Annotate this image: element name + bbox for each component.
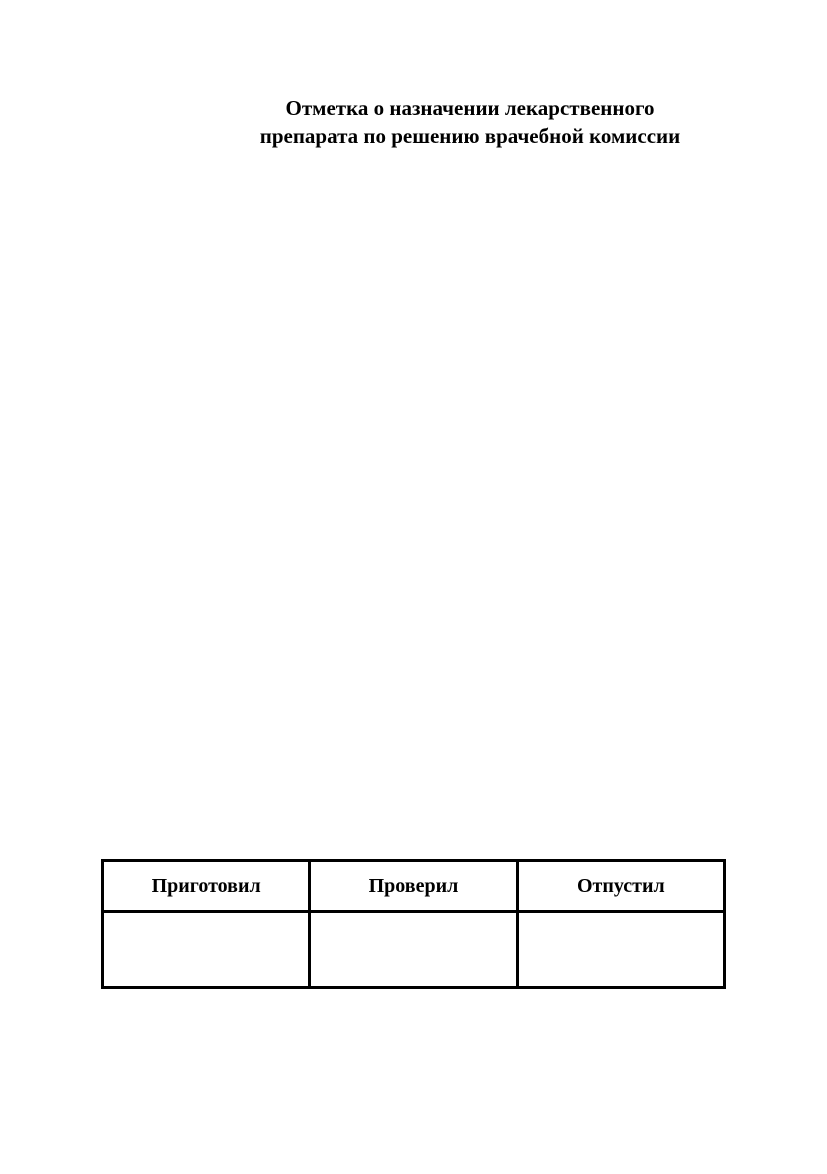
signature-value-row [103,912,725,988]
prepared-signature-cell [103,912,310,988]
signature-table [101,859,726,989]
header-checked: Проверил [310,861,517,912]
heading-line-2: препарата по решению врачебной комиссии [259,124,681,148]
checked-signature-cell [310,912,517,988]
page-heading [200,94,740,150]
header-prepared: Приготовил [103,861,310,912]
header-dispensed: Отпустил [517,861,724,912]
signature-header-row [103,861,725,912]
heading-line-1: Отметка о назначении лекарственного [285,96,655,120]
dispensed-signature-cell [517,912,724,988]
